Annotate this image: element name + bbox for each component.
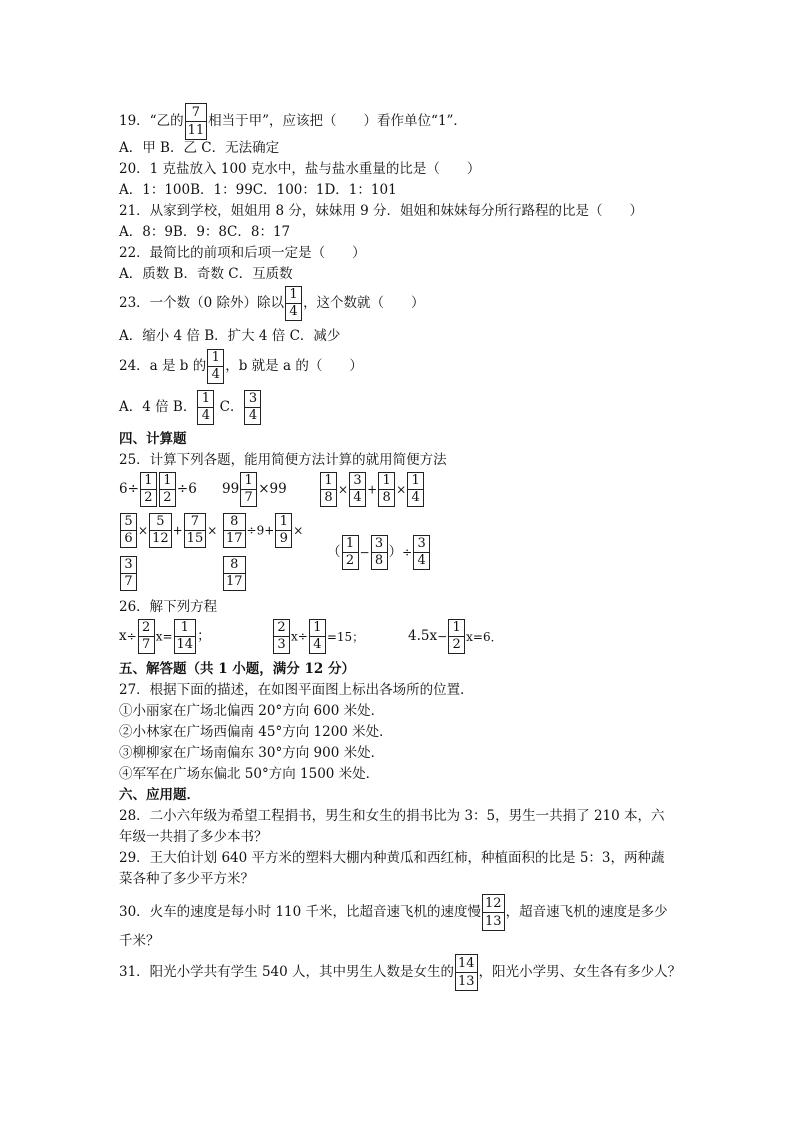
fraction	[207, 349, 224, 384]
expression-2: 99 $\frac{1}{7}$ ×99	[222, 473, 287, 505]
fraction	[185, 103, 208, 140]
question-27: 27．根据下面的描述，在如图平面图上标出各场所的位置．	[119, 682, 474, 698]
question-19	[119, 103, 467, 140]
q27-item-2: ②小林家在广场西偏南 45°方向 1200 米处．	[119, 724, 393, 740]
section-heading-calc: 四、计算题	[119, 431, 187, 447]
q24-text-pre: 24．a 是 b 的	[119, 358, 207, 374]
expression-3: $\frac{1}{8}$ × $\frac{3}{4}$ + $\frac{1}{8}$ × $\frac{1}{4}$	[319, 472, 425, 507]
expression-4: $\frac{5}{6}$ × $\frac{5}{12}$ + $\frac{7}{15}$ ×	[119, 513, 217, 548]
numerator: 1	[197, 390, 214, 408]
expression-6: （ $\frac{1}{2}$ − $\frac{3}{8}$ ）÷ $\frac{3}{4}$	[327, 535, 431, 570]
numerator: 3	[244, 390, 261, 408]
q19-options: A．甲 B．乙 C．无法确定	[119, 140, 280, 156]
expression-5-cont: $\frac{8}{17}$	[222, 556, 247, 591]
fraction	[285, 286, 302, 321]
q20-options: A．1：100B．1：99C．100：1D．1：101	[119, 182, 397, 198]
q31-text-pre: 31．阳光小学共有学生 540 人，其中男生人数是女生的	[119, 964, 455, 980]
question-31	[119, 954, 681, 991]
question-24	[119, 349, 363, 384]
q24-option-c: C．	[219, 399, 244, 415]
denominator: 13	[482, 913, 505, 931]
question-25: 25．计算下列各题，能用简便方法计算的就用简便方法	[119, 452, 447, 468]
fraction	[244, 390, 261, 425]
question-28-line-1: 28．二小六年级为希望工程捐书，男生和女生的捐书比为 3：5，男生一共捐了 210 本，六	[119, 808, 665, 824]
denominator: 4	[207, 367, 224, 384]
denominator: 4	[197, 408, 214, 425]
numerator: 12	[482, 894, 505, 913]
q30-text-pre: 30．火车的速度是每小时 110 千米，比超音速飞机的速度慢	[119, 904, 482, 920]
q27-item-3: ③柳柳家在广场南偏东 30°方向 900 米处．	[119, 745, 385, 761]
section-heading-application: 六、应用题．	[119, 787, 200, 803]
denominator: 4	[244, 408, 261, 425]
question-20: 20．1 克盐放入 100 克水中，盐与盐水重量的比是（ ）	[119, 161, 481, 177]
expression-1: 6÷ $\frac{1}{2}$ $\frac{1}{2}$ ÷6	[119, 473, 197, 505]
fraction	[482, 894, 505, 931]
question-23	[119, 286, 425, 321]
q24-options	[119, 390, 262, 425]
q23-text-pre: 23．一个数（0 除外）除以	[119, 295, 285, 311]
q22-options: A．质数 B．奇数 C．互质数	[119, 266, 293, 282]
equation-1: x÷ $\frac{2}{7}$ x= $\frac{1}{14}$ ；	[119, 620, 211, 652]
denominator: 11	[185, 122, 208, 140]
q27-item-4: ④军军在广场东偏北 50°方向 1500 米处．	[119, 766, 380, 782]
question-22: 22．最简比的前项和后项一定是（ ）	[119, 245, 366, 261]
section-heading-answer: 五、解答题（共 1 小题，满分 12 分）	[119, 661, 355, 677]
q31-text-post: ，阳光小学男、女生各有多少人？	[478, 964, 682, 980]
numerator: 14	[455, 954, 478, 973]
q30-line-2: 千米？	[119, 933, 160, 949]
q21-options: A．8：9B．9：8C．8：17	[119, 224, 291, 240]
q27-item-1: ①小丽家在广场北偏西 20°方向 600 米处．	[119, 703, 385, 719]
numerator: 1	[285, 286, 302, 304]
q24-option-a: A．4 倍 B．	[119, 399, 197, 415]
fraction	[197, 390, 214, 425]
question-30	[119, 894, 668, 931]
question-29-line-1: 29．王大伯计划 640 平方米的塑料大棚内种黄瓜和西红柿，种植面积的比是 5：3，两种蔬	[119, 850, 665, 866]
question-21: 21．从家到学校，姐姐用 8 分，妹妹用 9 分．姐姐和妹妹每分所行路程的比是（ ）	[119, 203, 644, 219]
denominator: 13	[455, 973, 478, 991]
equation-3: 4.5x− $\frac{1}{2}$ x=6．	[408, 620, 503, 652]
numerator: 1	[207, 349, 224, 367]
q19-text-pre: 19．“乙的	[119, 113, 184, 129]
question-28-line-2: 年级一共捐了多少本书？	[119, 829, 268, 845]
q30-text-post: ，超音速飞机的速度是多少	[505, 904, 668, 920]
expression-4-cont: $\frac{3}{7}$	[119, 556, 138, 591]
question-26: 26．解下列方程	[119, 599, 218, 615]
fraction	[455, 954, 478, 991]
q23-text-post: ，这个数就（ ）	[303, 295, 425, 311]
q24-text-post: ，b 就是 a 的（ ）	[225, 358, 363, 374]
expression-5: $\frac{8}{17}$ ÷9+ $\frac{1}{9}$ ×	[222, 513, 303, 548]
numerator: 7	[185, 103, 208, 122]
denominator: 4	[285, 304, 302, 321]
q23-options: A．缩小 4 倍 B．扩大 4 倍 C．减少	[119, 328, 341, 344]
q19-text-post: 相当于甲”，应该把（ ）看作单位“1”．	[208, 113, 467, 129]
equation-2: $\frac{2}{3}$ x÷ $\frac{1}{4}$ =15；	[272, 619, 364, 654]
question-29-line-2: 菜各种了多少平方米？	[119, 871, 254, 887]
